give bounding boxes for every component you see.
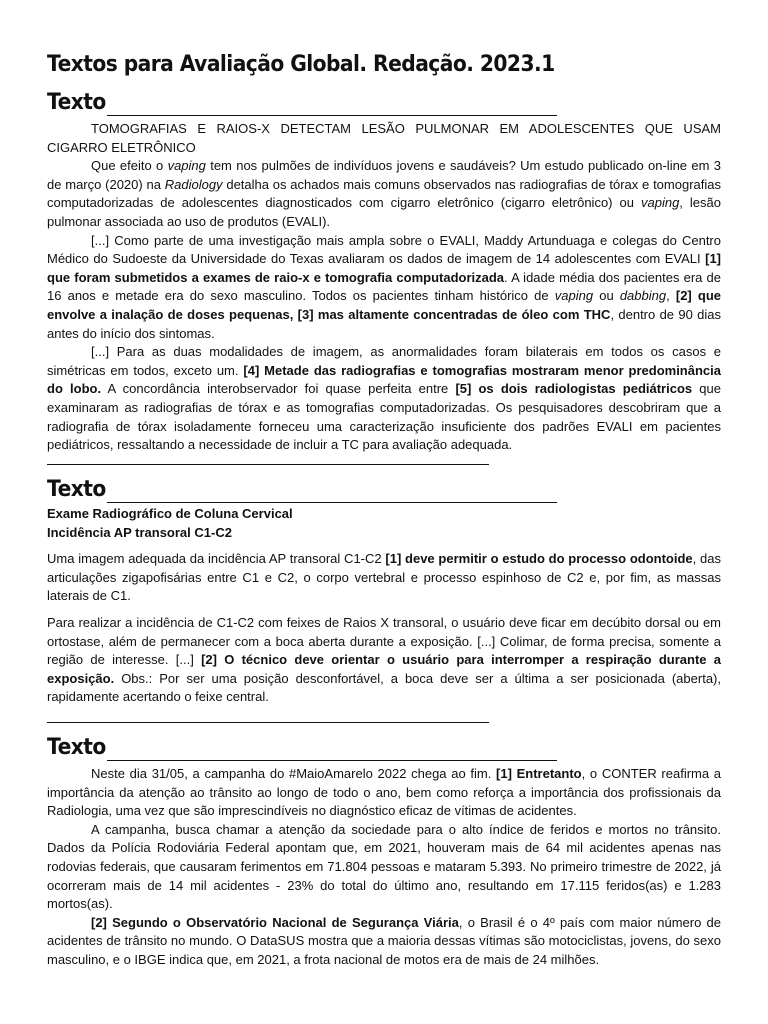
section-heading: Exame Radiográfico de Coluna Cervical <box>47 506 293 521</box>
texto-heading-1 <box>47 90 557 120</box>
paragraph: Uma imagem adequada da incidência AP transoral C1-C2 [1] deve permitir o estudo do processo odontoide, das articulações zigapofisárias entre C1 e C2, o corpo vertebral e processo espinhoso de C2 e, por fim, as massas laterais de C1. <box>47 551 721 604</box>
paragraph: Neste dia 31/05, a campanha do #MaioAmarelo 2022 chega ao fim. [1] Entretanto, o CONTER reafirma a importância da atenção ao trânsito ao longo de todo o ano, bem como reforça a importância dos profissionais da Radiologia, uma vez que são imprescindíveis no diagnóstico eficaz de vítimas de acidentes. <box>47 766 722 819</box>
texto-label: Texto <box>47 477 106 502</box>
text-1 <box>47 120 721 455</box>
paragraph: [...] Para as duas modalidades de imagem, as anormalidades foram bilaterais em todos os casos e simétricas em todos, exceto um. [4] Metade das radiografias e tomografias mostraram menor predominância do lobo. A concordância interobservador foi quase perfeita entre [5] os dois radiologistas pediátricos que examinaram as radiografias de tórax e as tomografias computadorizadas. Os pesquisadores descobriram que a radiografia de tórax isoladamente forneceu uma caracterização insuficiente dos padrões EVALI em pacientes pediátricos, ressaltando a necessidade de incluir a TC para avaliação adequada. <box>47 344 721 453</box>
separator-line <box>47 464 489 465</box>
paragraph: Para realizar a incidência de C1-C2 com feixes de Raios X transoral, o usuário deve ficar em decúbito dorsal ou em ortostase, além de permanecer com a boca aberta durante a exposição. [...] Colimar, de forma precisa, somente a região de interesse. [...] [2] O técnico deve orientar o usuário para interromper a respiração durante a exposição. Obs.: Por ser uma posição desconfortável, a boca deve ser a última a ser posicionada (aberta), rapidamente acertando o feixe central. <box>47 614 721 705</box>
texto-label: Texto <box>47 90 106 115</box>
section-subheading: Incidência AP transoral C1-C2 <box>47 524 232 540</box>
headline: TOMOGRAFIAS E RAIOS-X DETECTAM LESÃO PULMONAR EM ADOLESCENTES QUE USAM CIGARRO ELETRÔNICO <box>47 121 721 155</box>
paragraph: [2] Segundo o Observatório Nacional de Segurança Viária, o Brasil é o 4º país com maior número de acidentes de trânsito no mundo. O DataSUS mostra que a maioria dessas vítimas são motociclistas, jovens, do sexo masculino, e o IBGE indica que, em 2021, a frota nacional de motos era de mais de 24 milhões. <box>47 914 721 967</box>
text-3 <box>47 765 721 970</box>
paragraph: [...] Como parte de uma investigação mais ampla sobre o EVALI, Maddy Artunduaga e colegas do Centro Médico do Sudoeste da Universidade do Texas avaliaram os dados de imagem de 14 adolescentes com EVALI [1] que foram submetidos a exames de raio-x e tomografia computadorizada. A idade média dos pacientes era de 16 anos e metade era do sexo masculino. Todos os pacientes tinham histórico de vaping ou dabbing, [2] que envolve a inalação de doses pequenas, [3] mas altamente concentradas de óleo com THC, dentro de 90 dias antes do início dos sintomas. <box>47 232 722 341</box>
fill-in-line <box>107 760 557 761</box>
texto-heading-2 <box>47 477 557 507</box>
separator-line <box>47 722 489 723</box>
text-2 <box>47 505 721 707</box>
fill-in-line <box>107 502 557 503</box>
texto-heading-3 <box>47 735 557 765</box>
fill-in-line <box>107 115 557 116</box>
paragraph: Que efeito o vaping tem nos pulmões de indivíduos jovens e saudáveis? Um estudo publicado on-line em 3 de março (2020) na Radiology detalha os achados mais comuns observados nas radiografias de tórax e tomografias computadorizadas de adolescentes diagnosticados com cigarro eletrônico (cigarro eletrônico) ou vaping, lesão pulmonar associada ao uso de produtos (EVALI). <box>47 158 721 229</box>
paragraph: A campanha, busca chamar a atenção da sociedade para o alto índice de feridos e mortos no trânsito. Dados da Polícia Rodoviária Federal apontam que, em 2021, houveram mais de 64 mil acidentes apenas nas rodovias federais, que causaram ferimentos em 71.804 pessoas e mataram 5.393. No primeiro trimestre de 2022, já ocorreram mais de 14 mil acidentes - 23% do total do último ano, resultando em 17.115 feridos(as) e 1.283 mortos(as). <box>47 821 721 912</box>
texto-label: Texto <box>47 735 106 760</box>
page-title: Textos para Avaliação Global. Redação. 2023.1 <box>47 52 555 77</box>
